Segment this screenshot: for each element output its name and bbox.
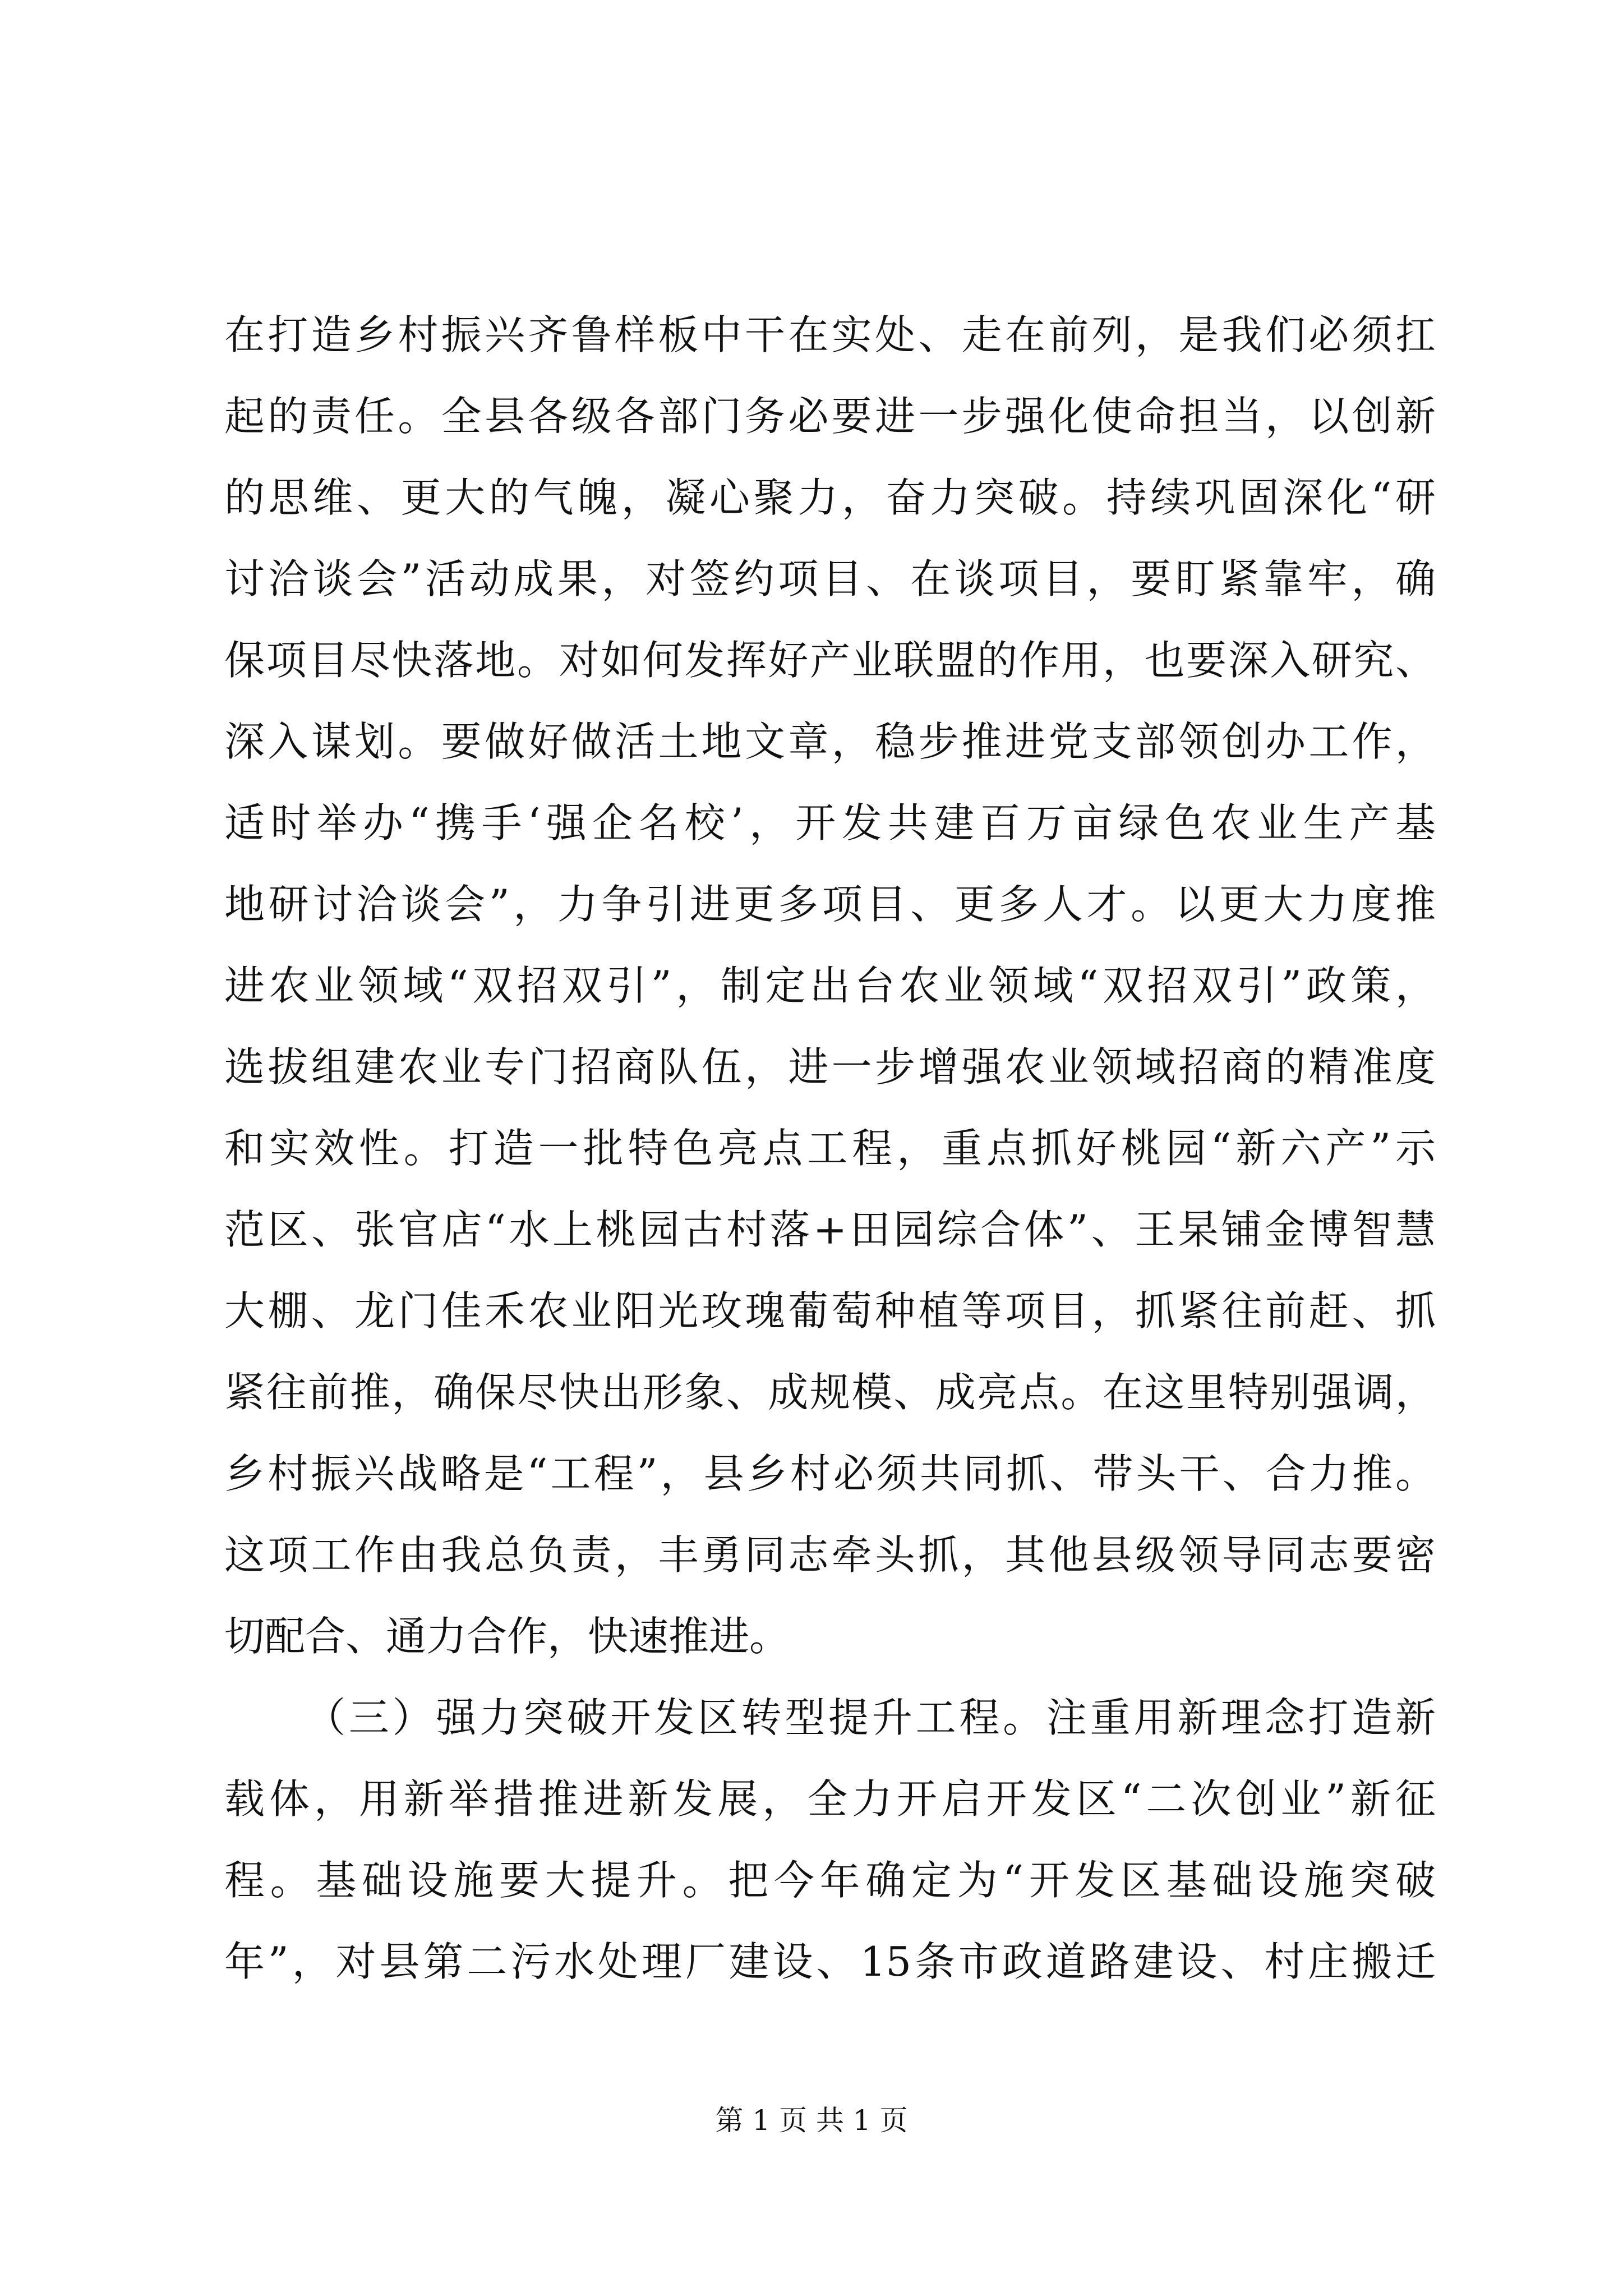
page-footer: 第 1 页 共 1 页: [715, 2104, 908, 2137]
text-line: 年”，对县第二污水处理厂建设、15条市政道路建设、村庄搬迁: [224, 1938, 1436, 1985]
text-line: 选拔组建农业专门招商队伍，进一步增强农业领域招商的精准度: [224, 1043, 1436, 1091]
text-line: 地研讨洽谈会”，力争引进更多项目、更多人才。以更大力度推: [224, 881, 1436, 928]
text-line: 大棚、龙门佳禾农业阳光玫瑰葡萄种植等项目，抓紧往前赶、抓: [224, 1287, 1436, 1335]
document-body: [224, 295, 1436, 2003]
text-line: 载体，用新举措推进新发展，全力开启开发区“二次创业”新征: [224, 1775, 1436, 1823]
text-line: 和实效性。打造一批特色亮点工程，重点抓好桃园“新六产”示: [224, 1125, 1436, 1172]
text-line: 讨洽谈会”活动成果，对签约项目、在谈项目，要盯紧靠牢，确: [224, 555, 1436, 602]
text-line: 进农业领域“双招双引”，制定出台农业领域“双招双引”政策，: [224, 962, 1436, 1009]
section-heading-line: （三）强力突破开发区转型提升工程。注重用新理念打造新: [305, 1694, 1436, 1741]
text-line: 切配合、通力合作，快速推进。: [224, 1613, 790, 1660]
text-line: 深入谋划。要做好做活土地文章，稳步推进党支部领创办工作，: [224, 718, 1436, 765]
text-line: 程。基础设施要大提升。把今年确定为“开发区基础设施突破: [224, 1857, 1436, 1904]
text-line: 这项工作由我总负责，丰勇同志牵头抓，其他县级领导同志要密: [224, 1531, 1436, 1579]
text-line: 的思维、更大的气魄，凝心聚力，奋力突破。持续巩固深化“研: [224, 474, 1436, 521]
text-line: 适时举办“携手‘强企名校’，开发共建百万亩绿色农业生产基: [224, 799, 1436, 846]
text-line: 起的责任。全县各级各部门务必要进一步强化使命担当，以创新: [224, 393, 1436, 440]
text-line: 保项目尽快落地。对如何发挥好产业联盟的作用，也要深入研究、: [224, 637, 1436, 684]
text-line: 紧往前推，确保尽快出形象、成规模、成亮点。在这里特别强调，: [224, 1369, 1436, 1416]
text-line: 在打造乡村振兴齐鲁样板中干在实处、走在前列，是我们必须扛: [224, 311, 1436, 358]
text-line: 乡村振兴战略是“工程”，县乡村必须共同抓、带头干、合力推。: [224, 1450, 1436, 1497]
text-line: 范区、张官店“水上桃园古村落+田园综合体”、王杲铺金博智慧: [224, 1206, 1436, 1253]
